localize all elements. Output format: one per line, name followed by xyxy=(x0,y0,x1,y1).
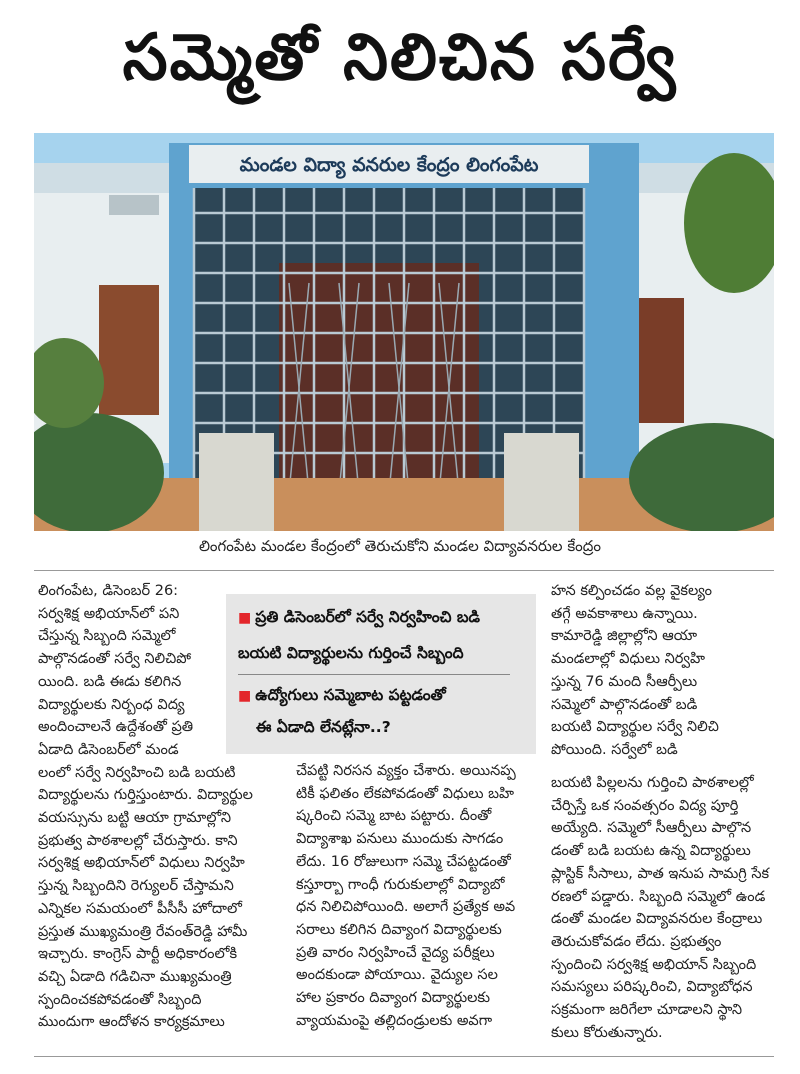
article-column-3-bottom: బయటి పిల్లలను గుర్తించి పాఠశాలల్లో చేర్పిస్తే ఒక సంవత్సరం విద్య పూర్తి అయ్యేది. సమ్మెలో సీఆర్పీలు పాల్గొన డంతో బడి బయట ఉన్న విద్యార్థులు ప్లాస్టిక్ సీసాలు, పాత ఇనుప సామగ్రి సేక రణలో పడ్డారు. సిబ్బంది సమ్మెలో ఉండ డంతో మండల విద్యావనరుల కేంద్రాలు తెరుచుకోవడం లేదు. ప్రభుత్వం స్పందించి సర్వశిక్ష అభియాన్ సిబ్బంది సమస్యలు పరిష్కరించి, విద్యాబోధన సక్రమంగా జరిగేలా చూడాలని స్థాని కులు కోరుతున్నారు. xyxy=(551,775,770,1041)
article-column-1: లింగంపేట, డిసెంబర్ 26: సర్వశిక్ష అభియాన్‌లో పని చేస్తున్న సిబ్బంది సమ్మెలో పాల్గొనడంతో సర్వే నిలిచిపో యింది. బడి ఈడు కలిగిన విద్యార్థులకు నిర్బంధ విద్య అందించాలనే ఉద్దేశంతో ప్రతి ఏడాది డిసెంబర్‌లో మండ లంలో సర్వే నిర్వహించి బడి బయటి విద్యార్థులను గుర్తిస్తుంటారు. విద్యార్థుల వయస్సును బట్టి ఆయా గ్రామాల్లోని ప్రభుత్వ పాఠశాలల్లో చేరుస్తారు. కాని సర్వశిక్ష అభియాన్‌లో విధులు నిర్వహి స్తున్న సిబ్బందిని రెగ్యులర్ చేస్తామని ఎన్నికల సమయంలో పీసీసీ హోదాలో ప్రస్తుత ముఖ్యమంత్రి రేవంత్‌రెడ్డి హామీ ఇచ్చారు. కాంగ్రెస్ పార్టీ అధికారంలోకి వచ్చి ఏడాది గడిచినా ముఖ్యమంత్రి స్పందించకపోవడంతో సిబ్బంది ముందుగా ఆందోళన కార్యక్రమాలు xyxy=(38,583,253,1031)
news-photo xyxy=(34,133,774,531)
highlight-box xyxy=(226,594,536,754)
bullet-icon: ■ xyxy=(238,688,252,704)
divider-bottom xyxy=(34,1056,774,1057)
article-column-2: చేపట్టి నిరసన వ్యక్తం చేశారు. అయినప్ప టికీ ఫలితం లేకపోవడంతో విధులు బహి ష్కరించి సమ్మె బాట పట్టారు. దీంతో విద్యాశాఖ పనులు ముందుకు సాగడం లేదు. 16 రోజులుగా సమ్మె చేపట్టడంతో కస్తూర్బా గాంధీ గురుకులాల్లో విద్యాబో ధన నిలిచిపోయింది. అలాగే ప్రత్యేక అవ సరాలు కలిగిన దివ్యాంగ విద్యార్థులకు ప్రతి వారం నిర్వహించే వైద్య పరీక్షలు అందకుండా పోయాయి. వైద్యుల సల హాల ప్రకారం దివ్యాంగ విద్యార్థులకు వ్యాయమంపై తల్లిదండ్రులకు అవగా xyxy=(296,763,516,1029)
highlight-item-2: ■ ఉద్యోగులు సమ్మెబాట పట్టడంతో xyxy=(238,686,446,704)
highlight-divider xyxy=(238,674,510,675)
divider-top xyxy=(34,570,774,571)
photo-caption: లింగంపేట మండల కేంద్రంలో తెరుచుకోని మండల విద్యావనరుల కేంద్రం xyxy=(199,537,601,555)
highlight-item-1-line2: బయటి విద్యార్థులను గుర్తించే సిబ్బంది xyxy=(238,644,464,662)
highlight-item-2-line2: ఈ ఏడాది లేనట్లేనా..? xyxy=(256,718,391,736)
bullet-icon: ■ xyxy=(238,610,252,626)
page-headline: సమ్మెతో నిలిచిన సర్వే xyxy=(122,21,678,95)
building-sign: మండల విద్యా వనరుల కేంద్రం లింగంపేట xyxy=(239,154,539,176)
article-column-3-top: హన కల్పించడం వల్ల వైకల్యం తగ్గే అవకాశాలు ఉన్నాయి. కామారెడ్డి జిల్లాల్లోని ఆయా మండలాల్లో విధులు నిర్వహి స్తున్న 76 మంది సీఆర్పీలు సమ్మెలో పాల్గొనడంతో బడి బయటి విద్యార్థుల సర్వే నిలిచి పోయింది. సర్వేలో బడి xyxy=(551,583,719,758)
highlight-item-1: ■ ప్రతి డిసెంబర్‌లో సర్వే నిర్వహించి బడి xyxy=(238,608,480,626)
